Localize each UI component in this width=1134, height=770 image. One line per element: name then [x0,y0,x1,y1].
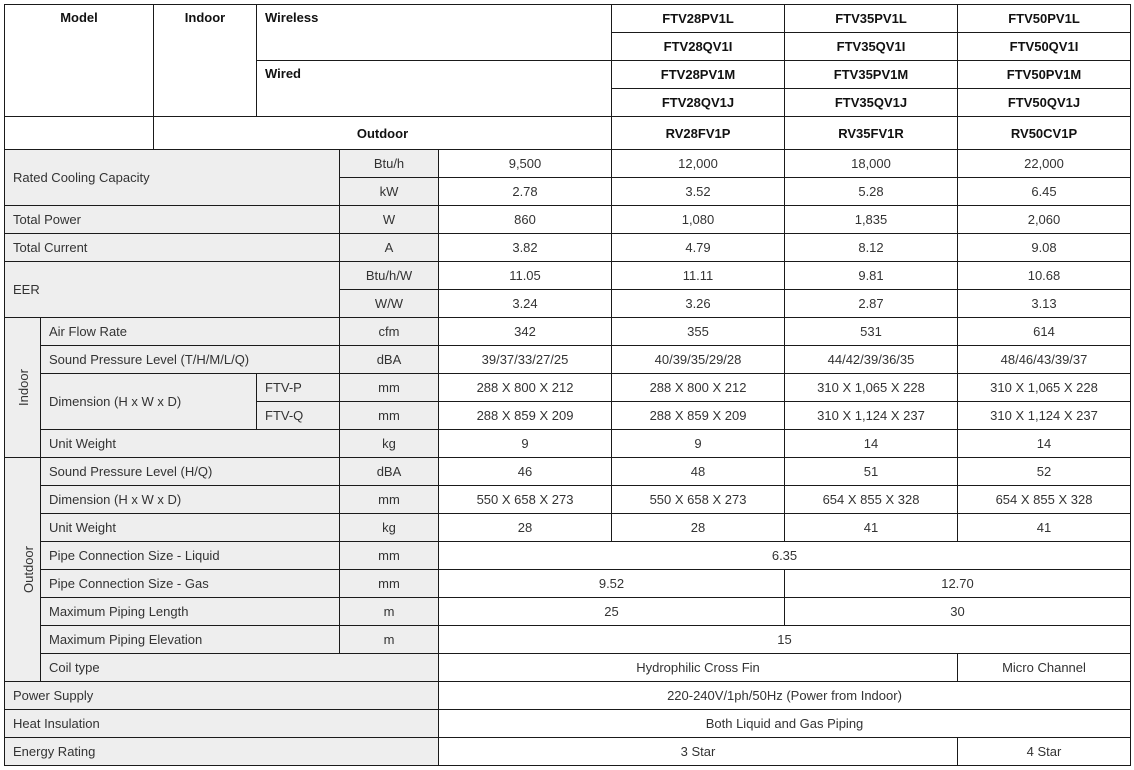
value-cell: 1,835 [785,206,958,234]
value-cell: 310 X 1,124 X 237 [958,402,1131,430]
table-row [5,458,1131,486]
header-row-wireless-l [5,5,1131,33]
row-label: Unit Weight [41,430,340,458]
model-cell: RV28FV1P [612,117,785,150]
model-cell: RV50CV1P [958,117,1131,150]
header-wireless: Wireless [257,5,612,61]
table-row [5,570,1131,598]
table-row [5,710,1131,738]
value-cell: 2.87 [785,290,958,318]
value-cell: 11.11 [612,262,785,290]
value-cell: 220-240V/1ph/50Hz (Power from Indoor) [439,682,1131,710]
value-cell: 25 [439,598,785,626]
unit-cell: kg [340,514,439,542]
value-cell: 288 X 800 X 212 [439,374,612,402]
model-cell: FTV50PV1L [958,5,1131,33]
value-cell: 30 [785,598,1131,626]
row-label: Rated Cooling Capacity [5,150,340,206]
header-blank [5,117,154,150]
table-row [5,598,1131,626]
value-cell: 44/42/39/36/35 [785,346,958,374]
unit-cell: mm [340,374,439,402]
unit-cell: Btu/h/W [340,262,439,290]
unit-cell: A [340,234,439,262]
value-cell: 3.52 [612,178,785,206]
model-cell: FTV35QV1J [785,89,958,117]
value-cell: 310 X 1,065 X 228 [958,374,1131,402]
row-label: Sound Pressure Level (H/Q) [41,458,340,486]
value-cell: 860 [439,206,612,234]
table-row [5,318,1131,346]
value-cell: 6.45 [958,178,1131,206]
table-row [5,654,1131,682]
value-cell: 3.82 [439,234,612,262]
value-cell: 48/46/43/39/37 [958,346,1131,374]
spec-table [4,4,1131,766]
value-cell: 39/37/33/27/25 [439,346,612,374]
value-cell: 9 [439,430,612,458]
row-label: Coil type [41,654,439,682]
value-cell: 3.13 [958,290,1131,318]
unit-cell: mm [340,542,439,570]
value-cell: 550 X 658 X 273 [439,486,612,514]
value-cell: 3 Star [439,738,958,766]
table-row [5,542,1131,570]
value-cell: 22,000 [958,150,1131,178]
table-row [5,626,1131,654]
value-cell: 40/39/35/29/28 [612,346,785,374]
value-cell: 41 [958,514,1131,542]
header-wired: Wired [257,61,612,117]
value-cell: 9.08 [958,234,1131,262]
value-cell: 51 [785,458,958,486]
section-indoor [5,318,41,458]
value-cell: 12,000 [612,150,785,178]
value-cell: 52 [958,458,1131,486]
model-cell: FTV28PV1M [612,61,785,89]
value-cell: 654 X 855 X 328 [958,486,1131,514]
section-indoor-label: Indoor [15,369,31,406]
row-label: Maximum Piping Length [41,598,340,626]
unit-cell: dBA [340,458,439,486]
unit-cell: m [340,626,439,654]
sub-label: FTV-P [257,374,340,402]
value-cell: Both Liquid and Gas Piping [439,710,1131,738]
unit-cell: kW [340,178,439,206]
table-row [5,234,1131,262]
value-cell: 342 [439,318,612,346]
table-row [5,150,1131,178]
section-outdoor-label: Outdoor [20,546,36,593]
header-model: Model [5,5,154,117]
value-cell: 6.35 [439,542,1131,570]
row-label: Pipe Connection Size - Liquid [41,542,340,570]
value-cell: 11.05 [439,262,612,290]
value-cell: 288 X 800 X 212 [612,374,785,402]
value-cell: 614 [958,318,1131,346]
unit-cell: mm [340,402,439,430]
value-cell: 9 [612,430,785,458]
value-cell: 550 X 658 X 273 [612,486,785,514]
value-cell: 288 X 859 X 209 [612,402,785,430]
section-outdoor [5,458,41,682]
unit-cell: mm [340,570,439,598]
model-cell: FTV50QV1J [958,89,1131,117]
value-cell: 15 [439,626,1131,654]
value-cell: 531 [785,318,958,346]
value-cell: 4.79 [612,234,785,262]
row-label: Dimension (H x W x D) [41,374,257,430]
value-cell: 28 [612,514,785,542]
value-cell: 18,000 [785,150,958,178]
value-cell: 288 X 859 X 209 [439,402,612,430]
row-label: Air Flow Rate [41,318,340,346]
value-cell: 3.24 [439,290,612,318]
value-cell: Hydrophilic Cross Fin [439,654,958,682]
model-cell: FTV28QV1I [612,33,785,61]
value-cell: 14 [958,430,1131,458]
row-label: Power Supply [5,682,439,710]
row-label: Pipe Connection Size - Gas [41,570,340,598]
value-cell: 9,500 [439,150,612,178]
row-label: Energy Rating [5,738,439,766]
model-cell: FTV35PV1M [785,61,958,89]
row-label: Total Current [5,234,340,262]
value-cell: 2.78 [439,178,612,206]
row-label: EER [5,262,340,318]
value-cell: 9.52 [439,570,785,598]
model-cell: FTV35QV1I [785,33,958,61]
value-cell: 310 X 1,065 X 228 [785,374,958,402]
unit-cell: m [340,598,439,626]
row-label: Sound Pressure Level (T/H/M/L/Q) [41,346,340,374]
model-cell: FTV35PV1L [785,5,958,33]
unit-cell: dBA [340,346,439,374]
table-row [5,682,1131,710]
value-cell: 8.12 [785,234,958,262]
value-cell: 14 [785,430,958,458]
value-cell: 12.70 [785,570,1131,598]
unit-cell: mm [340,486,439,514]
row-label: Unit Weight [41,514,340,542]
table-row [5,374,1131,402]
value-cell: 310 X 1,124 X 237 [785,402,958,430]
model-cell: RV35FV1R [785,117,958,150]
row-label: Heat Insulation [5,710,439,738]
row-label: Maximum Piping Elevation [41,626,340,654]
value-cell: Micro Channel [958,654,1131,682]
value-cell: 3.26 [612,290,785,318]
model-cell: FTV50PV1M [958,61,1131,89]
value-cell: 28 [439,514,612,542]
table-row [5,486,1131,514]
table-row [5,206,1131,234]
value-cell: 355 [612,318,785,346]
value-cell: 9.81 [785,262,958,290]
value-cell: 48 [612,458,785,486]
unit-cell: kg [340,430,439,458]
header-row-outdoor [5,117,1131,150]
value-cell: 10.68 [958,262,1131,290]
value-cell: 5.28 [785,178,958,206]
model-cell: FTV50QV1I [958,33,1131,61]
unit-cell: W [340,206,439,234]
row-label: Total Power [5,206,340,234]
unit-cell: cfm [340,318,439,346]
unit-cell: W/W [340,290,439,318]
sub-label: FTV-Q [257,402,340,430]
value-cell: 4 Star [958,738,1131,766]
table-row [5,430,1131,458]
header-outdoor: Outdoor [154,117,612,150]
value-cell: 2,060 [958,206,1131,234]
header-indoor: Indoor [154,5,257,117]
table-row [5,346,1131,374]
value-cell: 46 [439,458,612,486]
table-row [5,262,1131,290]
model-cell: FTV28PV1L [612,5,785,33]
value-cell: 1,080 [612,206,785,234]
table-row [5,514,1131,542]
row-label: Dimension (H x W x D) [41,486,340,514]
model-cell: FTV28QV1J [612,89,785,117]
value-cell: 654 X 855 X 328 [785,486,958,514]
table-row [5,738,1131,766]
value-cell: 41 [785,514,958,542]
unit-cell: Btu/h [340,150,439,178]
